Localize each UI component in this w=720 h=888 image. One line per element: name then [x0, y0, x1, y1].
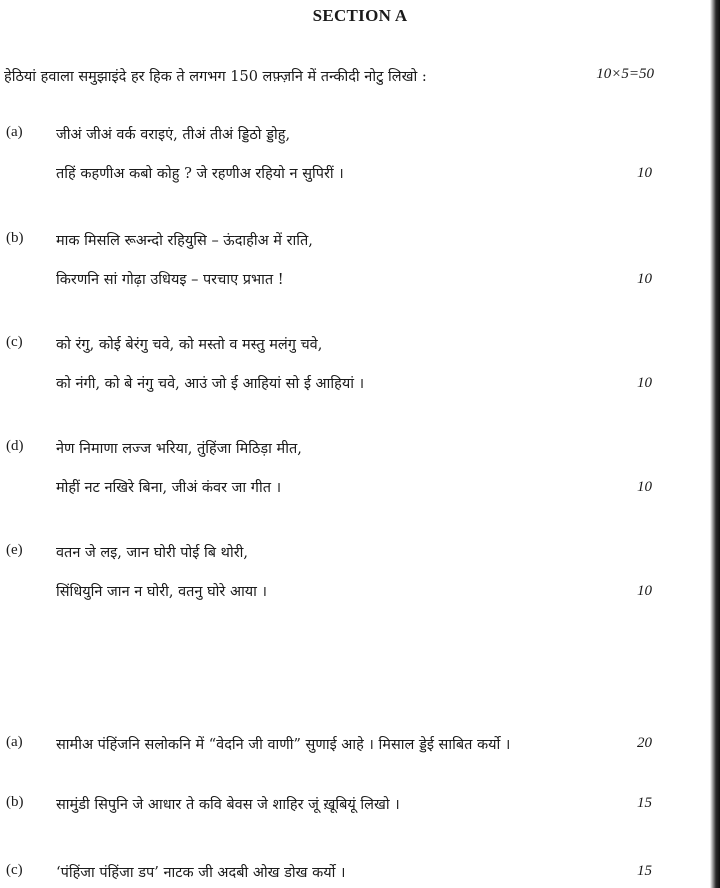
- question-label: (b): [6, 230, 24, 246]
- section-title: SECTION A: [312, 6, 408, 25]
- question-marks: 10: [637, 583, 652, 599]
- question-text: सामुंडी सिपुनि जे आधार ते कवि बेवस जे शाहिर जूं ख़ूबियूं लिखो ।: [56, 797, 400, 813]
- verse-line-1: नेण निमाणा लज्ज भरिया, तुंहिंजा मिठिड़ा मीत,: [56, 441, 302, 457]
- question-text: ‘पंहिंजा पंहिंजा डप’ नाटक जी अदबी ओख डोख कर्यो ।: [56, 865, 346, 881]
- verse-line-2: सिंधियुनि जान न घोरी, वतनु घोरे आया ।: [56, 584, 268, 600]
- question-label: (c): [6, 334, 23, 350]
- question-marks: 10: [637, 271, 652, 287]
- question-marks: 20: [637, 735, 652, 751]
- verse-line-1: वतन जे लइ, जान घोरी पोई बि थोरी,: [56, 545, 248, 561]
- verse-line-2: मोहीं नट नखिरे बिना, जीअं कंवर जा गीत ।: [56, 480, 282, 496]
- verse-line-2: तहिं कहणीअ कबो कोहु ? जे रहणीअ रहियो न सुपिरीं ।: [56, 166, 344, 182]
- question-marks: 10: [637, 165, 652, 181]
- question-label: (a): [6, 734, 23, 750]
- question-marks: 10: [637, 479, 652, 495]
- question-label: (d): [6, 438, 24, 454]
- instruction-marks: 10×5=50: [596, 66, 654, 82]
- question-label: (e): [6, 542, 23, 558]
- instruction-text: हेठियां हवाला समुझाइंदे हर हिक ते लगभग 150 लफ़्ज़नि में तन्कीदी नोटु लिखो :: [4, 69, 427, 85]
- verse-line-1: माक मिसलि रूअन्दो रहियुसि – ऊंदाहीअ में राति,: [56, 233, 313, 249]
- question-marks: 15: [637, 863, 652, 879]
- verse-line-2: को नंगी, को बे नंगु चवे, आउं जो ई आहियां सो ई आहियां ।: [56, 376, 365, 392]
- question-label: (a): [6, 124, 23, 140]
- question-label: (c): [6, 862, 23, 878]
- instruction: [4, 66, 654, 86]
- verse-line-1: जीअं जीअं वर्क वराइएं, तीअं तीअं ड्डिठो ड्डोहु,: [56, 127, 291, 143]
- verse-line-2: किरणनि सां गोढ़ा उधियइ – परचाए प्रभात !: [56, 272, 284, 288]
- verse-line-1: को रंगु, कोई बेरंगु चवे, को मस्तो व मस्तु मलंगु चवे,: [56, 337, 323, 353]
- question-marks: 15: [637, 795, 652, 811]
- question-marks: 10: [637, 375, 652, 391]
- question-text: सामीअ पंहिंजनि सलोकनि में “वेदनि जी वाणी” सुणाई आहे । मिसाल ड्डेई साबित कर्यो ।: [56, 737, 511, 753]
- page-edge-shadow: [710, 0, 720, 888]
- question-label: (b): [6, 794, 24, 810]
